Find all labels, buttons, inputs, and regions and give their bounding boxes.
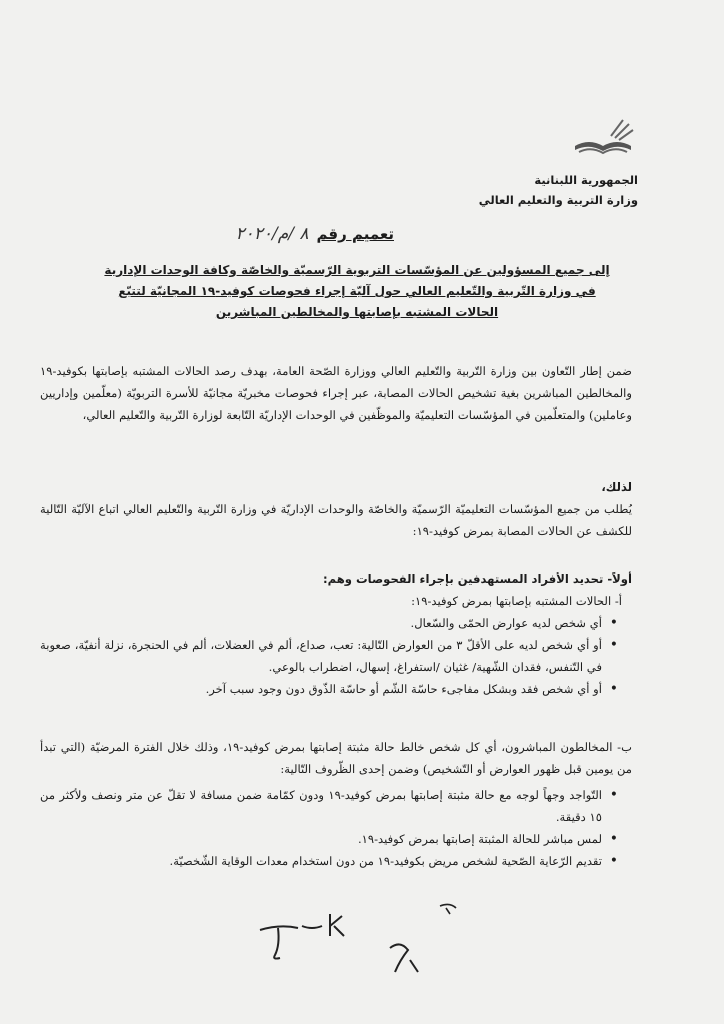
- list-item: • أو أي شخص فقد وبشكل مفاجىء حاسّة الشّم أو حاسّة الذّوق دون وجود سبب آخر.: [40, 678, 602, 700]
- circular-number: ٨ /م/٢٠٢٠: [235, 224, 309, 244]
- list-item: • لمس مباشر للحالة المثبتة إصابتها بمرض كوفيد-١٩.: [40, 828, 602, 850]
- issuer-block: [479, 170, 638, 210]
- subject-block: [100, 260, 614, 323]
- ministry-name: وزارة التربية والتعليم العالي: [478, 193, 638, 207]
- subject-line-3: الحالات المشتبه بإصابتها والمخالطين المباشرين: [215, 305, 499, 319]
- open-book-logo-icon: [571, 116, 635, 166]
- therefore-label: لذلك،: [601, 480, 632, 494]
- handwritten-initials: [250, 900, 490, 990]
- list-item: • تقديم الرّعاية الصّحية لشخص مريض بكوفيد-١٩ من دون استخدام معدات الوقاية الشّخصيّة.: [40, 850, 602, 872]
- republic-name: الجمهورية اللبنانية: [534, 173, 638, 187]
- first-heading: أولاً- تحديد الأفراد المستهدفين بإجراء الفحوصات وهم:: [322, 572, 632, 586]
- circular-number-row: [235, 224, 394, 244]
- b-list: [40, 784, 632, 872]
- subject-line-1: إلى جميع المسؤولين عن المؤسّسات التربوية الرّسميّة والخاصّة وكافة الوحدات الإدارية: [104, 263, 610, 277]
- b-section: [40, 736, 632, 872]
- subject-line-2: في وزارة التّربية والتّعليم العالي حول آليّة إجراء فحوصات كوفيد-١٩ المجانيّة لتتبّع: [118, 284, 596, 298]
- request-paragraph: يُطلب من جميع المؤسّسات التعليميّة الرّسميّة والخاصّة والوحدات الإداريّة في وزارة التّربية والتّعليم العالي اتباع الآليّة التّالية للكشف عن الحالات المصابة بمرض كوفيد-١٩:: [40, 502, 632, 538]
- intro-paragraph: ضمن إطار التّعاون بين وزارة التّربية والتّعليم العالي ووزارة الصّحة العامة، بهدف رصد الحالات المشتبه بإصابتها بكوفيد-١٩ والمخالطين المباشرين بغية تشخيص الحالات المصابة، عبر إجراء فحوصات مخبريّة مجانيّة للأسرة التربويّة (معلّمين وإداريين وعاملين) والمتعلّمين في المؤسّسات التعليميّة والموظّفين في الوحدات الإداريّة التّابعة لوزارة التّربية والتّعليم العالي،: [40, 364, 632, 422]
- a-heading: أ- الحالات المشتبه بإصابتها بمرض كوفيد-١٩:: [411, 594, 622, 608]
- first-section: [40, 568, 632, 700]
- b-paragraph: ب- المخالطون المباشرون، أي كل شخص خالط حالة مثبتة إصابتها بمرض كوفيد-١٩، وذلك خلال الفترة المرضيّة (التي تبدأ من يومين قبل ظهور العوارض أو التّشخيص) وضمن إحدى الظّروف التّالية:: [40, 740, 632, 776]
- list-item: • أي شخص لديه عوارض الحمّى والسّعال.: [40, 612, 602, 634]
- list-item: • التّواجد وجهاً لوجه مع حالة مثبتة إصابتها بمرض كوفيد-١٩ ودون كمّامة ضمن مسافة لا تقلّ عن متر ونصف ولأكثر من ١٥ دقيقة.: [40, 784, 602, 828]
- a-list: [40, 612, 632, 700]
- list-item: • أو أي شخص لديه على الأقلّ ٣ من العوارض التّالية: تعب، صداع، ألم في العضلات، ألم في الحنجرة، نزلة أنفيّة، صعوبة في التّنفس، فقدان الشّهية/ غثيان /استفراغ، إسهال، اضطراب بالوعي.: [40, 634, 602, 678]
- circular-label: تعميم رقم: [316, 225, 394, 243]
- request-section: [40, 476, 632, 542]
